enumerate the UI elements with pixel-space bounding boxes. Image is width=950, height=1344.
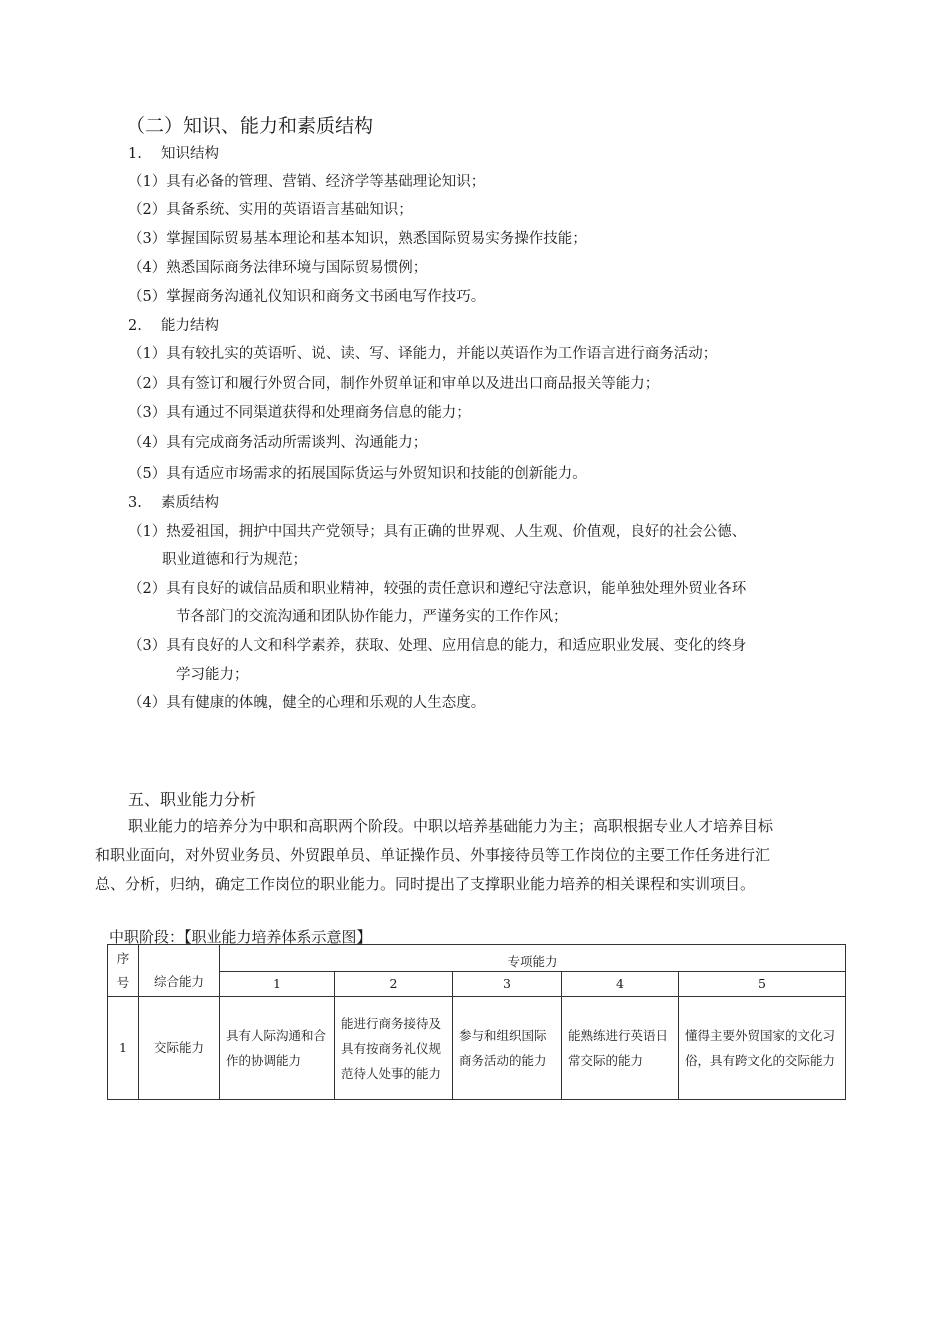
- row-cell: 懂得主要外贸国家的文化习俗，具有跨文化的交际能力: [679, 997, 846, 1100]
- quality-item-line: （2）具有良好的诚信品质和职业精神，较强的责任意识和遵纪守法意识，能单独处理外贸业各环: [128, 581, 747, 597]
- row-seq: 1: [108, 997, 139, 1100]
- ability-item: （1）具有较扎实的英语听、说、读、写、译能力，并能以英语作为工作语言进行商务活动；: [128, 346, 718, 362]
- header-special: [220, 945, 846, 972]
- knowledge-item: （2）具备系统、实用的英语语言基础知识；: [128, 202, 413, 218]
- row-cell: 参与和组织国际商务活动的能力: [453, 997, 562, 1100]
- knowledge-item: （1）具有必备的管理、营销、经济学等基础理论知识；: [128, 174, 486, 190]
- ability-table: [107, 944, 846, 1100]
- knowledge-item: （4）熟悉国际商务法律环境与国际贸易惯例；: [128, 260, 428, 276]
- quality-item-line: 学习能力；: [176, 667, 249, 683]
- quality-item-line: 职业道德和行为规范；: [162, 552, 307, 568]
- table-row: [108, 997, 846, 1100]
- knowledge-heading: 1. 知识结构: [128, 146, 219, 162]
- knowledge-item: （5）掌握商务沟通礼仪知识和商务文书函电写作技巧。: [128, 289, 486, 305]
- table-caption: 中职阶段：【职业能力培养体系示意图】: [109, 928, 372, 946]
- row-cell: 能进行商务接待及具有按商务礼仪规范待人处事的能力: [335, 997, 453, 1100]
- row-cell: 能熟练进行英语日常交际的能力: [562, 997, 679, 1100]
- row-comprehensive: 交际能力: [139, 997, 220, 1100]
- quality-item-line: （1）热爱祖国，拥护中国共产党领导；具有正确的世界观、人生观、价值观，良好的社会公德、: [128, 524, 747, 540]
- header-seq-line: 号: [116, 974, 130, 990]
- knowledge-item: （3）掌握国际贸易基本理论和基本知识，熟悉国际贸易实务操作技能；: [128, 231, 587, 247]
- quality-item-line: （3）具有良好的人文和科学素养，获取、处理、应用信息的能力，和适应职业发展、变化的终身: [128, 638, 747, 654]
- section5-title: 五、职业能力分析: [128, 790, 257, 809]
- header-comprehensive: [139, 945, 220, 997]
- ability-heading: 2. 能力结构: [128, 318, 219, 334]
- quality-item-line: 节各部门的交流沟通和团队协作能力，严谨务实的工作作风；: [176, 609, 568, 625]
- quality-item-line: （4）具有健康的体魄，健全的心理和乐观的人生态度。: [128, 695, 486, 711]
- quality-heading: 3. 素质结构: [128, 495, 219, 511]
- sub-number: 2: [335, 972, 453, 997]
- sub-number: 5: [679, 972, 846, 997]
- sub-number: 4: [562, 972, 679, 997]
- section5-paragraph-line: 职业能力的培养分为中职和高职两个阶段。中职以培养基础能力为主；高职根据专业人才培养目标: [128, 817, 774, 835]
- header-special-label: 专项能力: [507, 954, 558, 969]
- header-seq-line: 序: [116, 950, 130, 966]
- sub-number: 3: [453, 972, 562, 997]
- sub-number: 1: [220, 972, 335, 997]
- section5-paragraph-line: 总、分析，归纳，确定工作岗位的职业能力。同时提出了支撑职业能力培养的相关课程和实训项目。: [95, 875, 756, 893]
- ability-item: （3）具有通过不同渠道获得和处理商务信息的能力；: [128, 405, 471, 421]
- header-comprehensive-label: 综合能力: [153, 974, 204, 989]
- ability-item: （2）具有签订和履行外贸合同，制作外贸单证和审单以及进出口商品报关等能力；: [128, 376, 660, 392]
- ability-item: （4）具有完成商务活动所需谈判、沟通能力；: [128, 435, 428, 451]
- header-seq: [108, 945, 139, 997]
- row-cell: 具有人际沟通和合作的协调能力: [220, 997, 335, 1100]
- section-title: （二）知识、能力和素质结构: [126, 115, 374, 137]
- section5-paragraph-line: 和职业面向，对外贸业务员、外贸跟单员、单证操作员、外事接待员等工作岗位的主要工作任务进行汇: [95, 846, 771, 864]
- ability-item: （5）具有适应市场需求的拓展国际货运与外贸知识和技能的创新能力。: [128, 466, 587, 482]
